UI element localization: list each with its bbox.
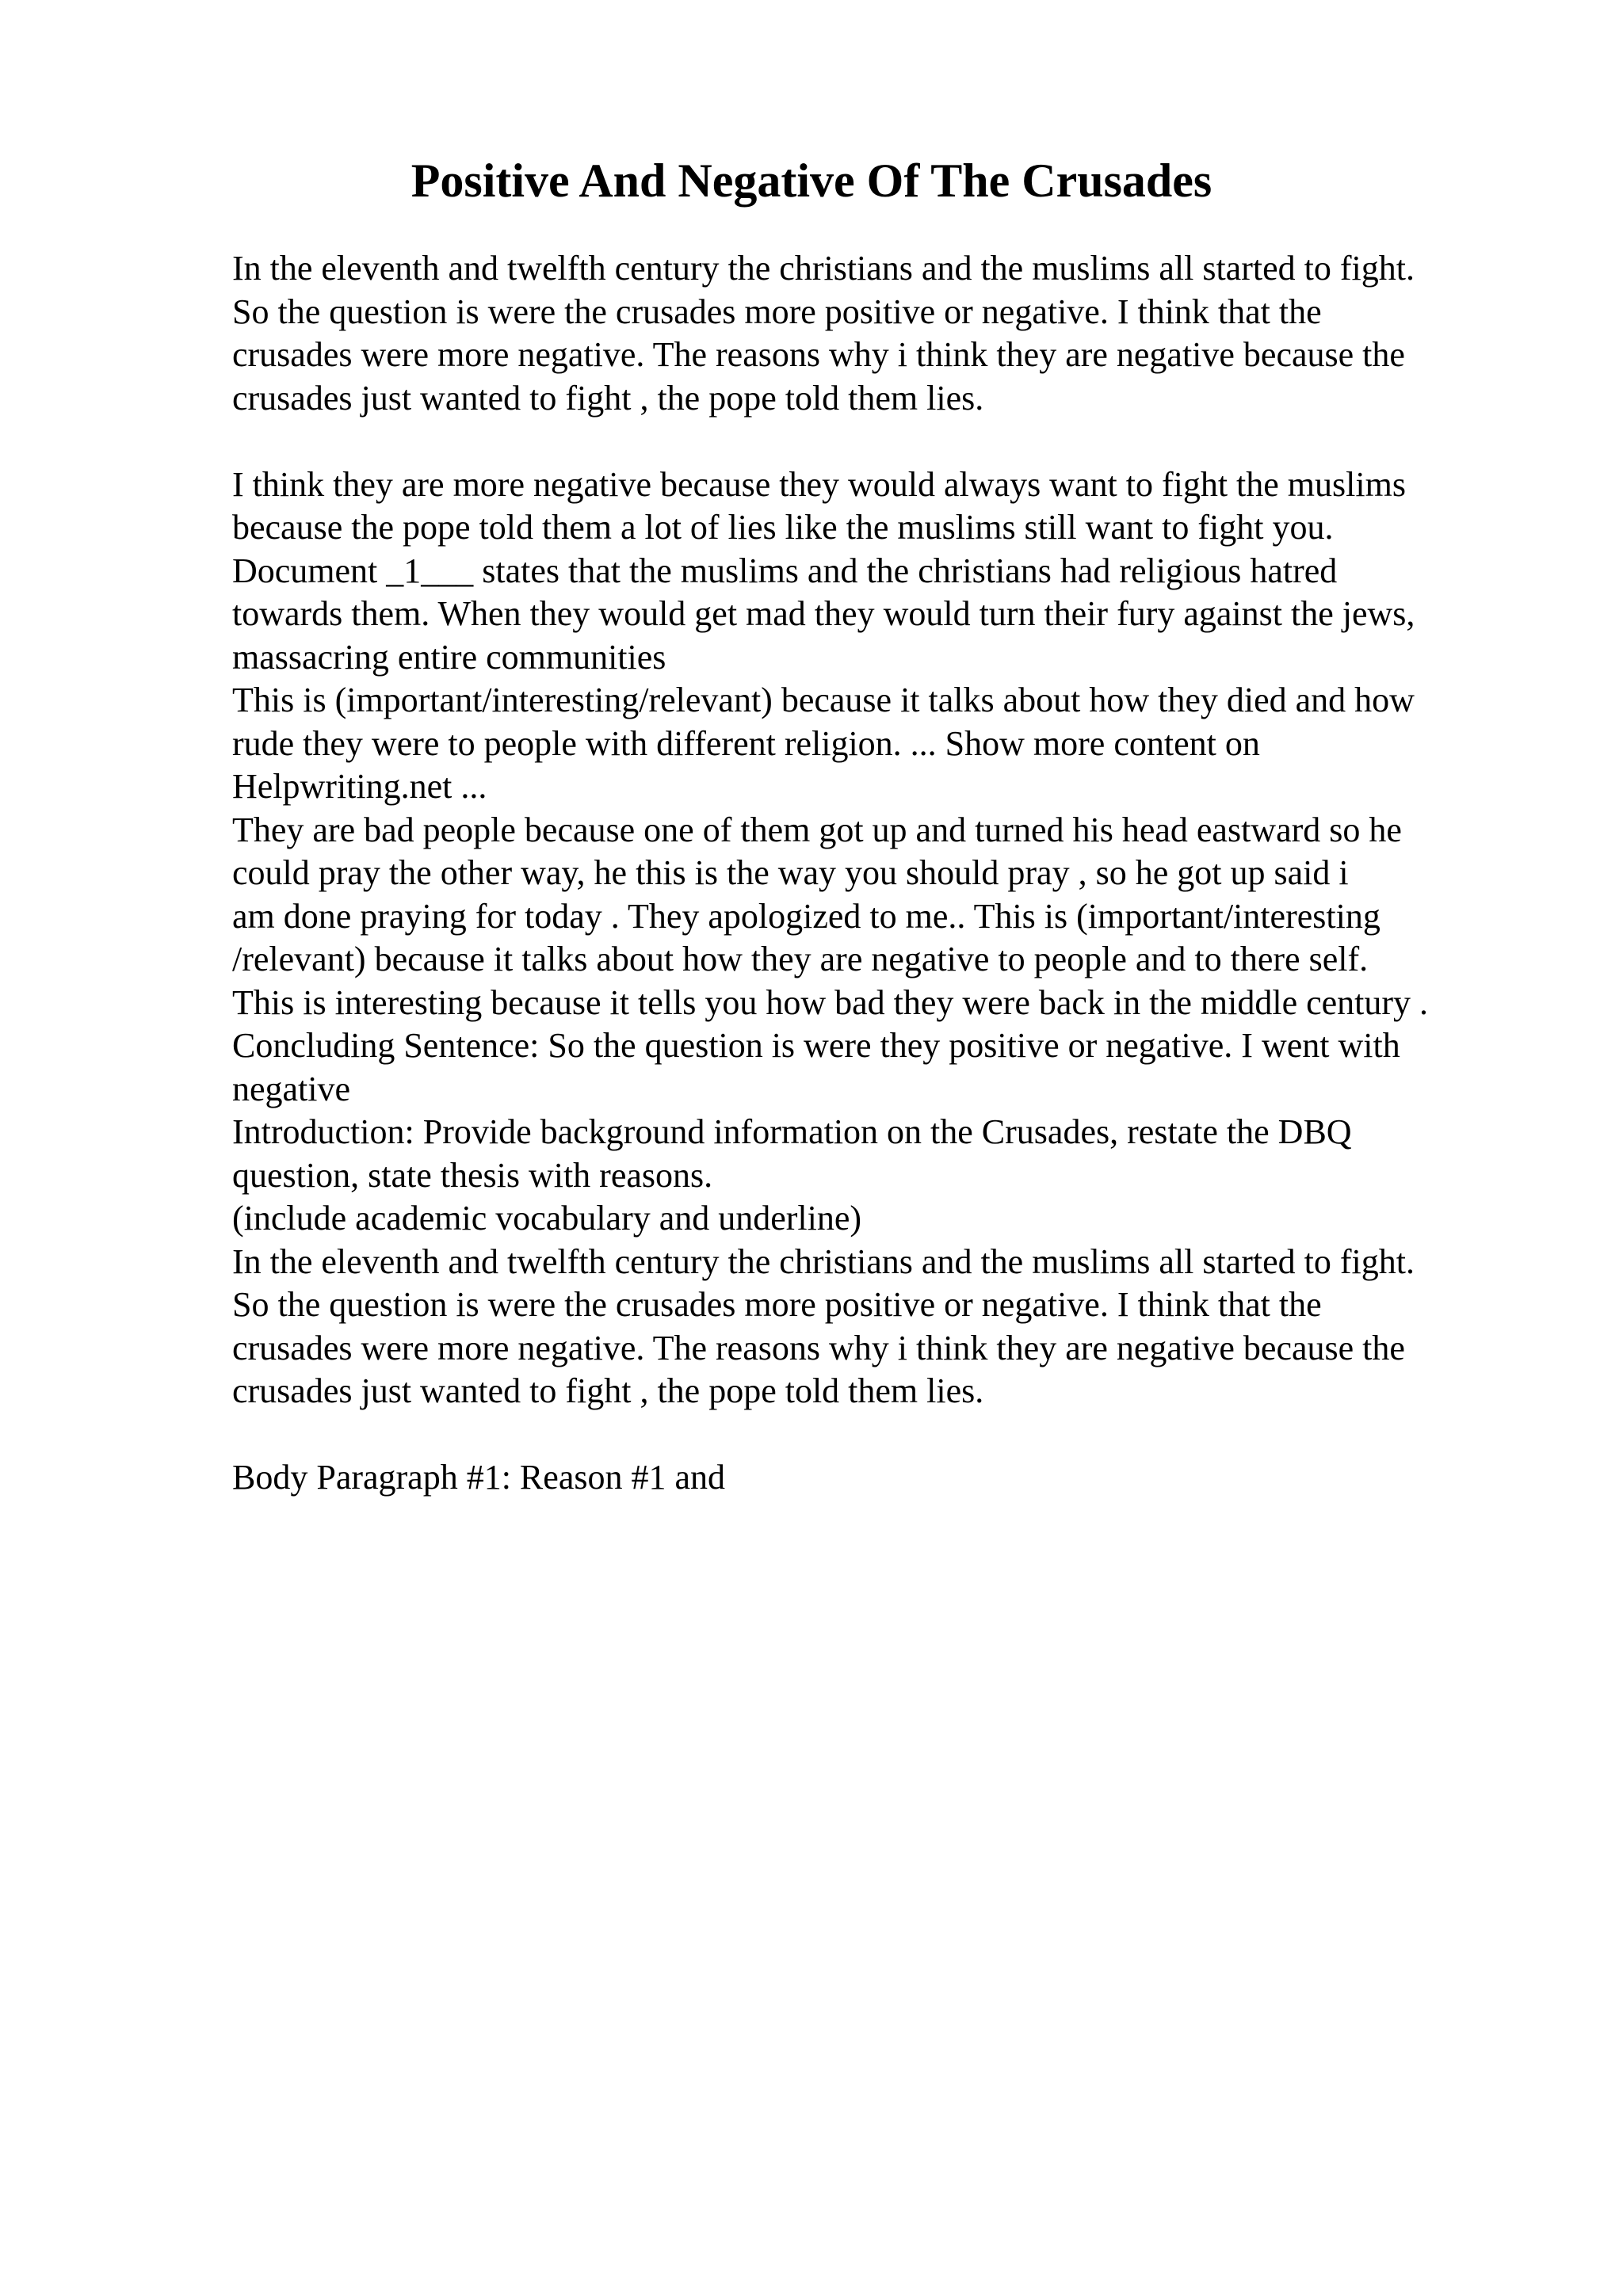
text-line: Body Paragraph #1: Reason #1 and	[232, 1458, 725, 1497]
text-line: crusades just wanted to fight , the pope told them lies.	[232, 1371, 984, 1410]
text-line: negative	[232, 1069, 351, 1108]
text-line: am done praying for today . They apologized to me.. This is (important/interesting	[232, 896, 1381, 936]
text-line: I think they are more negative because they would always want to fight the muslims	[232, 464, 1406, 504]
text-line: Concluding Sentence: So the question is were they positive or negative. I went with	[232, 1026, 1400, 1065]
text-line: In the eleventh and twelfth century the christians and the muslims all started to fight.	[232, 1241, 1415, 1281]
text-line: because the pope told them a lot of lies like the muslims still want to fight you.	[232, 508, 1334, 547]
paragraph-gap	[232, 420, 1532, 463]
text-line: Document _1___ states that the muslims and the christians had religious hatred	[232, 551, 1338, 590]
text-line: crusades were more negative. The reasons why i think they are negative because the	[232, 1328, 1405, 1367]
text-line: towards them. When they would get mad they would turn their fury against the jews,	[232, 594, 1415, 633]
text-line: rude they were to people with different religion. ... Show more content on	[232, 723, 1260, 763]
text-line: This is interesting because it tells you how bad they were back in the middle century .	[232, 982, 1429, 1022]
text-line: question, state thesis with reasons.	[232, 1155, 713, 1195]
text-line: crusades were more negative. The reasons why i think they are negative because the	[232, 335, 1405, 374]
paragraph-gap	[232, 1413, 1532, 1457]
text-line: This is (important/interesting/relevant) because it talks about how they died and how	[232, 681, 1415, 719]
document-title: Positive And Negative Of The Crusades	[411, 154, 1212, 207]
text-line: massacring entire communities	[232, 637, 666, 677]
text-line: So the question is were the crusades more positive or negative. I think that the	[232, 1285, 1322, 1324]
text-line: So the question is were the crusades more positive or negative. I think that the	[232, 292, 1322, 331]
text-line: They are bad people because one of them got up and turned his head eastward so he	[232, 810, 1402, 849]
text-line: (include academic vocabulary and underline)	[232, 1199, 862, 1238]
text-line: crusades just wanted to fight , the pope told them lies.	[232, 378, 984, 418]
text-line: could pray the other way, he this is the way you should pray , so he got up said i	[232, 853, 1349, 892]
text-line: In the eleventh and twelfth century the christians and the muslims all started to fight.	[232, 249, 1415, 288]
document-body	[232, 247, 1532, 1500]
text-line: Helpwriting.net ...	[232, 767, 487, 806]
text-line: /relevant) because it talks about how they are negative to people and to there self.	[232, 940, 1369, 978]
text-line: Introduction: Provide background information on the Crusades, restate the DBQ	[232, 1112, 1352, 1151]
